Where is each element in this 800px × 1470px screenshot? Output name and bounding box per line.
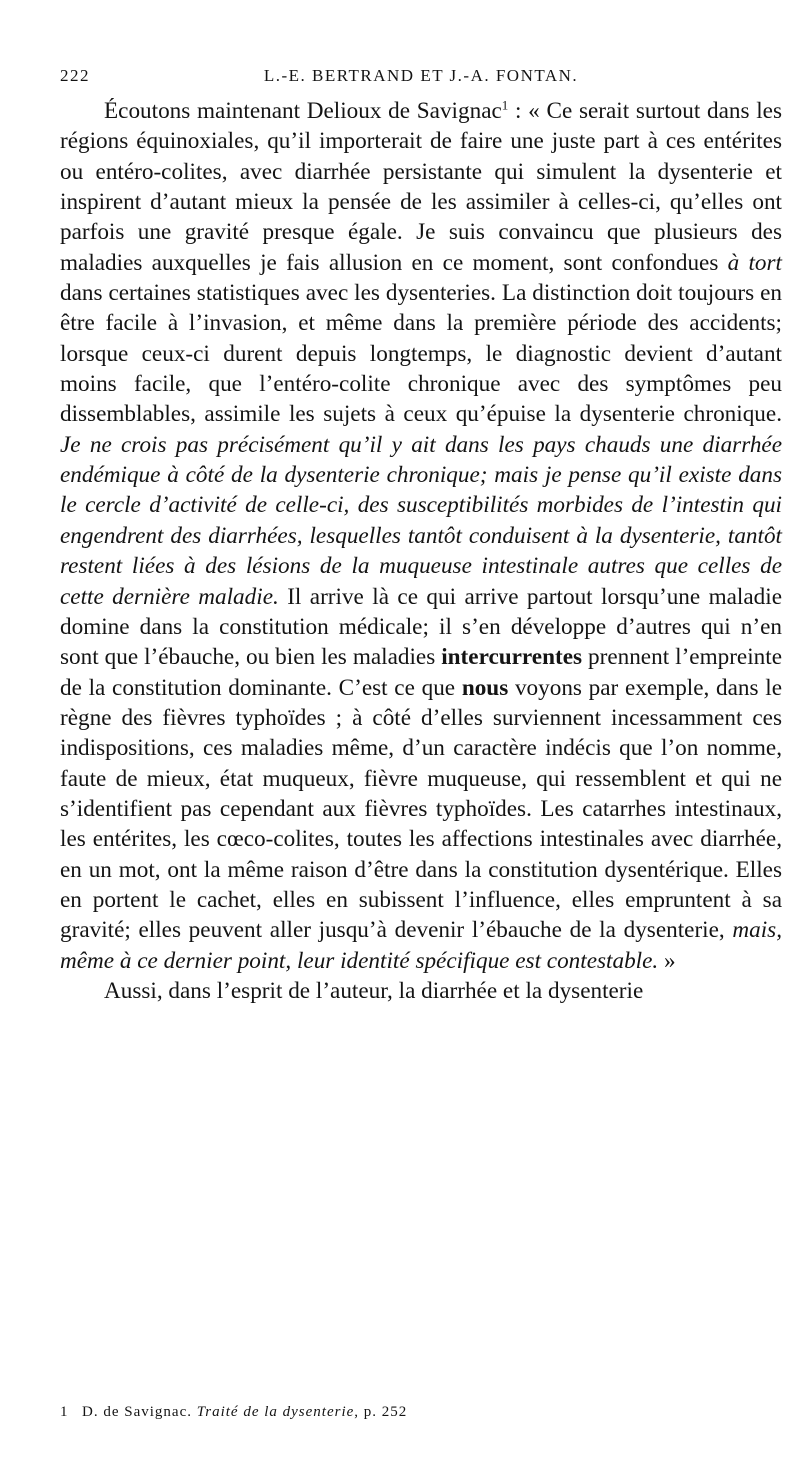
body-text	[60, 96, 782, 1006]
text-segment: Je ne crois pas précisément qu’il y ait dans les pays chauds une diarrhée endémique à côté de la dysenterie chronique; mais je pense qu’il existe dans le cercle d’activité de celle-ci, des susceptibilités morbides de l’intestin qui engendrent des diarrhées, lesquelles tantôt conduisent à la dysenterie, tantôt restent liées à des lésions de la muqueuse intestinale autres que celles de cette dernière maladie.	[60, 431, 782, 610]
text-segment: prennent l’empreinte de la constitution dominante. C’est ce que	[60, 644, 782, 701]
footnote-marker: 1	[60, 1404, 69, 1420]
text-segment: intercurrentes	[441, 644, 583, 671]
text-segment: dans certaines statistiques avec les dysenteries. La distinction doit toujours en être facile à l’invasion, et même dans la première période des accidents; lorsque ceux-ci durent depuis longtemps, le diagnostic devient d’autant moins facile, que l’entéro-colite chronique avec des symptômes peu dissemblables, assimile les sujets à ceux qu’épuise la dysenterie chronique.	[60, 280, 782, 428]
footnote	[60, 1404, 782, 1421]
footnote-reference: 1	[501, 97, 509, 113]
paragraph	[60, 96, 782, 976]
running-head	[60, 66, 782, 96]
page-number: 222	[60, 66, 90, 85]
text-segment: Écoutons maintenant Delioux de Savignac	[104, 98, 502, 124]
text-segment: Il arrive là ce qui arrive partout lorsqu’une maladie domine dans la constitution médicale; il s’en développe d’autres qui n’en sont que l’ébauche, ou bien les maladies	[60, 583, 782, 671]
footnote-citation: D. de Savignac.	[82, 1404, 197, 1420]
running-head-authors: L.-E. BERTRAND ET J.-A. FONTAN.	[263, 66, 579, 85]
page-content	[60, 66, 782, 1006]
text-segment: »	[658, 947, 676, 974]
paragraph	[60, 976, 782, 1006]
footnote-page: , p. 252	[354, 1404, 408, 1420]
footnote-title: Traité de la dysenterie	[196, 1404, 355, 1420]
text-segment: : « Ce serait surtout dans les régions équinoxiales, qu’il importerait de faire une juste part à ces entérites ou entéro-colites, avec diarrhée persistante qui simulent la dysenterie et inspirent d’autant mieux la pensée de les assimiler à celles-ci, qu’elles ont parfois une gravité presque égale. Je suis convaincu que plusieurs des maladies auxquelles je fais allusion en ce moment, sont confondues	[60, 98, 782, 276]
text-segment: à tort	[727, 249, 782, 276]
text-segment: Aussi, dans l’esprit de l’auteur, la diarrhée et la dysenterie	[104, 977, 644, 1004]
text-segment: mais, même à ce dernier point, leur identité spécifique est contestable.	[60, 917, 782, 974]
text-segment: nous	[461, 674, 509, 701]
text-segment: voyons par exemple, dans le règne des fièvres typhoïdes ; à côté d’elles surviennent incessamment ces indispositions, ces maladies même, d’un caractère indécis que l’on nomme, faute de mieux, état muqueux, fièvre muqueuse, qui ressemblent et qui ne s’identifient pas cependant aux fièvres typhoïdes. Les catarrhes intestinaux, les entérites, les cœco-colites, toutes les affections intestinales avec diarrhée, en un mot, ont la même raison d’être dans la constitution dysentérique. Elles en portent le cachet, elles en subissent l’influence, elles empruntent à sa gravité; elles peuvent aller jusqu’à devenir l’ébauche de la dysenterie,	[60, 674, 782, 944]
